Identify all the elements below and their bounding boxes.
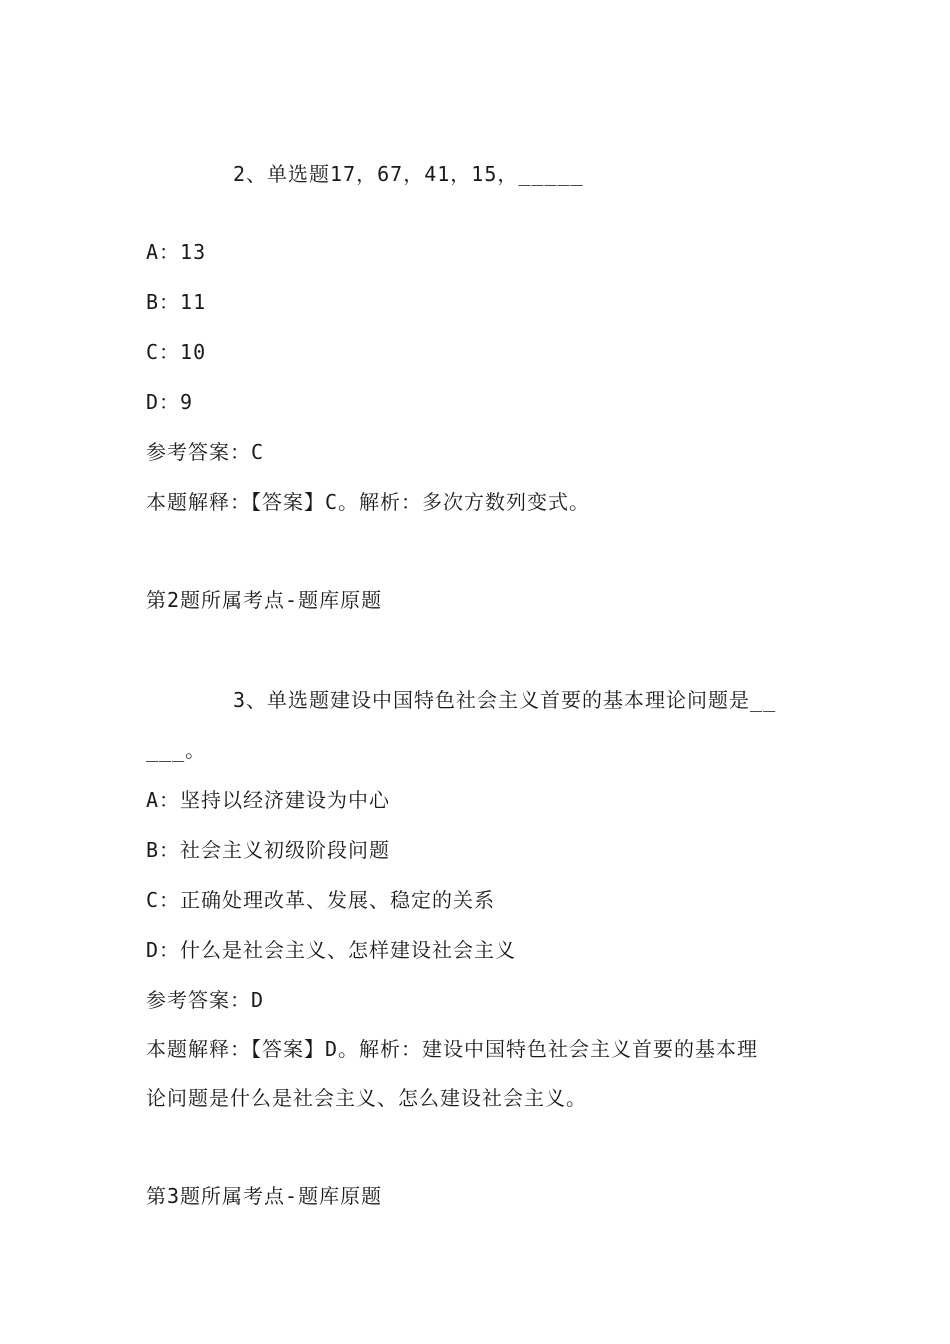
question-3-option-a: A：坚持以经济建设为中心 xyxy=(146,788,391,812)
question-2-option-b: B：11 xyxy=(146,290,207,314)
question-2-stem: 2、单选题17，67，41，15，_____ xyxy=(233,162,584,186)
question-3-option-d: D：什么是社会主义、怎样建设社会主义 xyxy=(146,938,517,962)
question-2-topic: 第2题所属考点-题库原题 xyxy=(146,588,383,612)
question-2-answer: 参考答案：C xyxy=(146,440,265,464)
question-3-stem-line1: 3、单选题建设中国特色社会主义首要的基本理论问题是__ xyxy=(233,688,777,712)
question-3-option-c: C：正确处理改革、发展、稳定的关系 xyxy=(146,888,496,912)
question-2-explanation: 本题解释：【答案】C。解析：多次方数列变式。 xyxy=(146,490,591,514)
question-3-answer: 参考答案：D xyxy=(146,988,265,1012)
question-3-explanation-line2: 论问题是什么是社会主义、怎么建设社会主义。 xyxy=(146,1086,587,1110)
question-2-option-a: A：13 xyxy=(146,240,207,264)
question-3-stem-line2: ___。 xyxy=(146,738,207,762)
question-2-option-c: C：10 xyxy=(146,340,207,364)
question-2-option-d: D：9 xyxy=(146,390,194,414)
question-3-topic: 第3题所属考点-题库原题 xyxy=(146,1184,383,1208)
question-3-option-b: B：社会主义初级阶段问题 xyxy=(146,838,391,862)
question-3-explanation-line1: 本题解释：【答案】D。解析：建设中国特色社会主义首要的基本理 xyxy=(146,1037,759,1061)
